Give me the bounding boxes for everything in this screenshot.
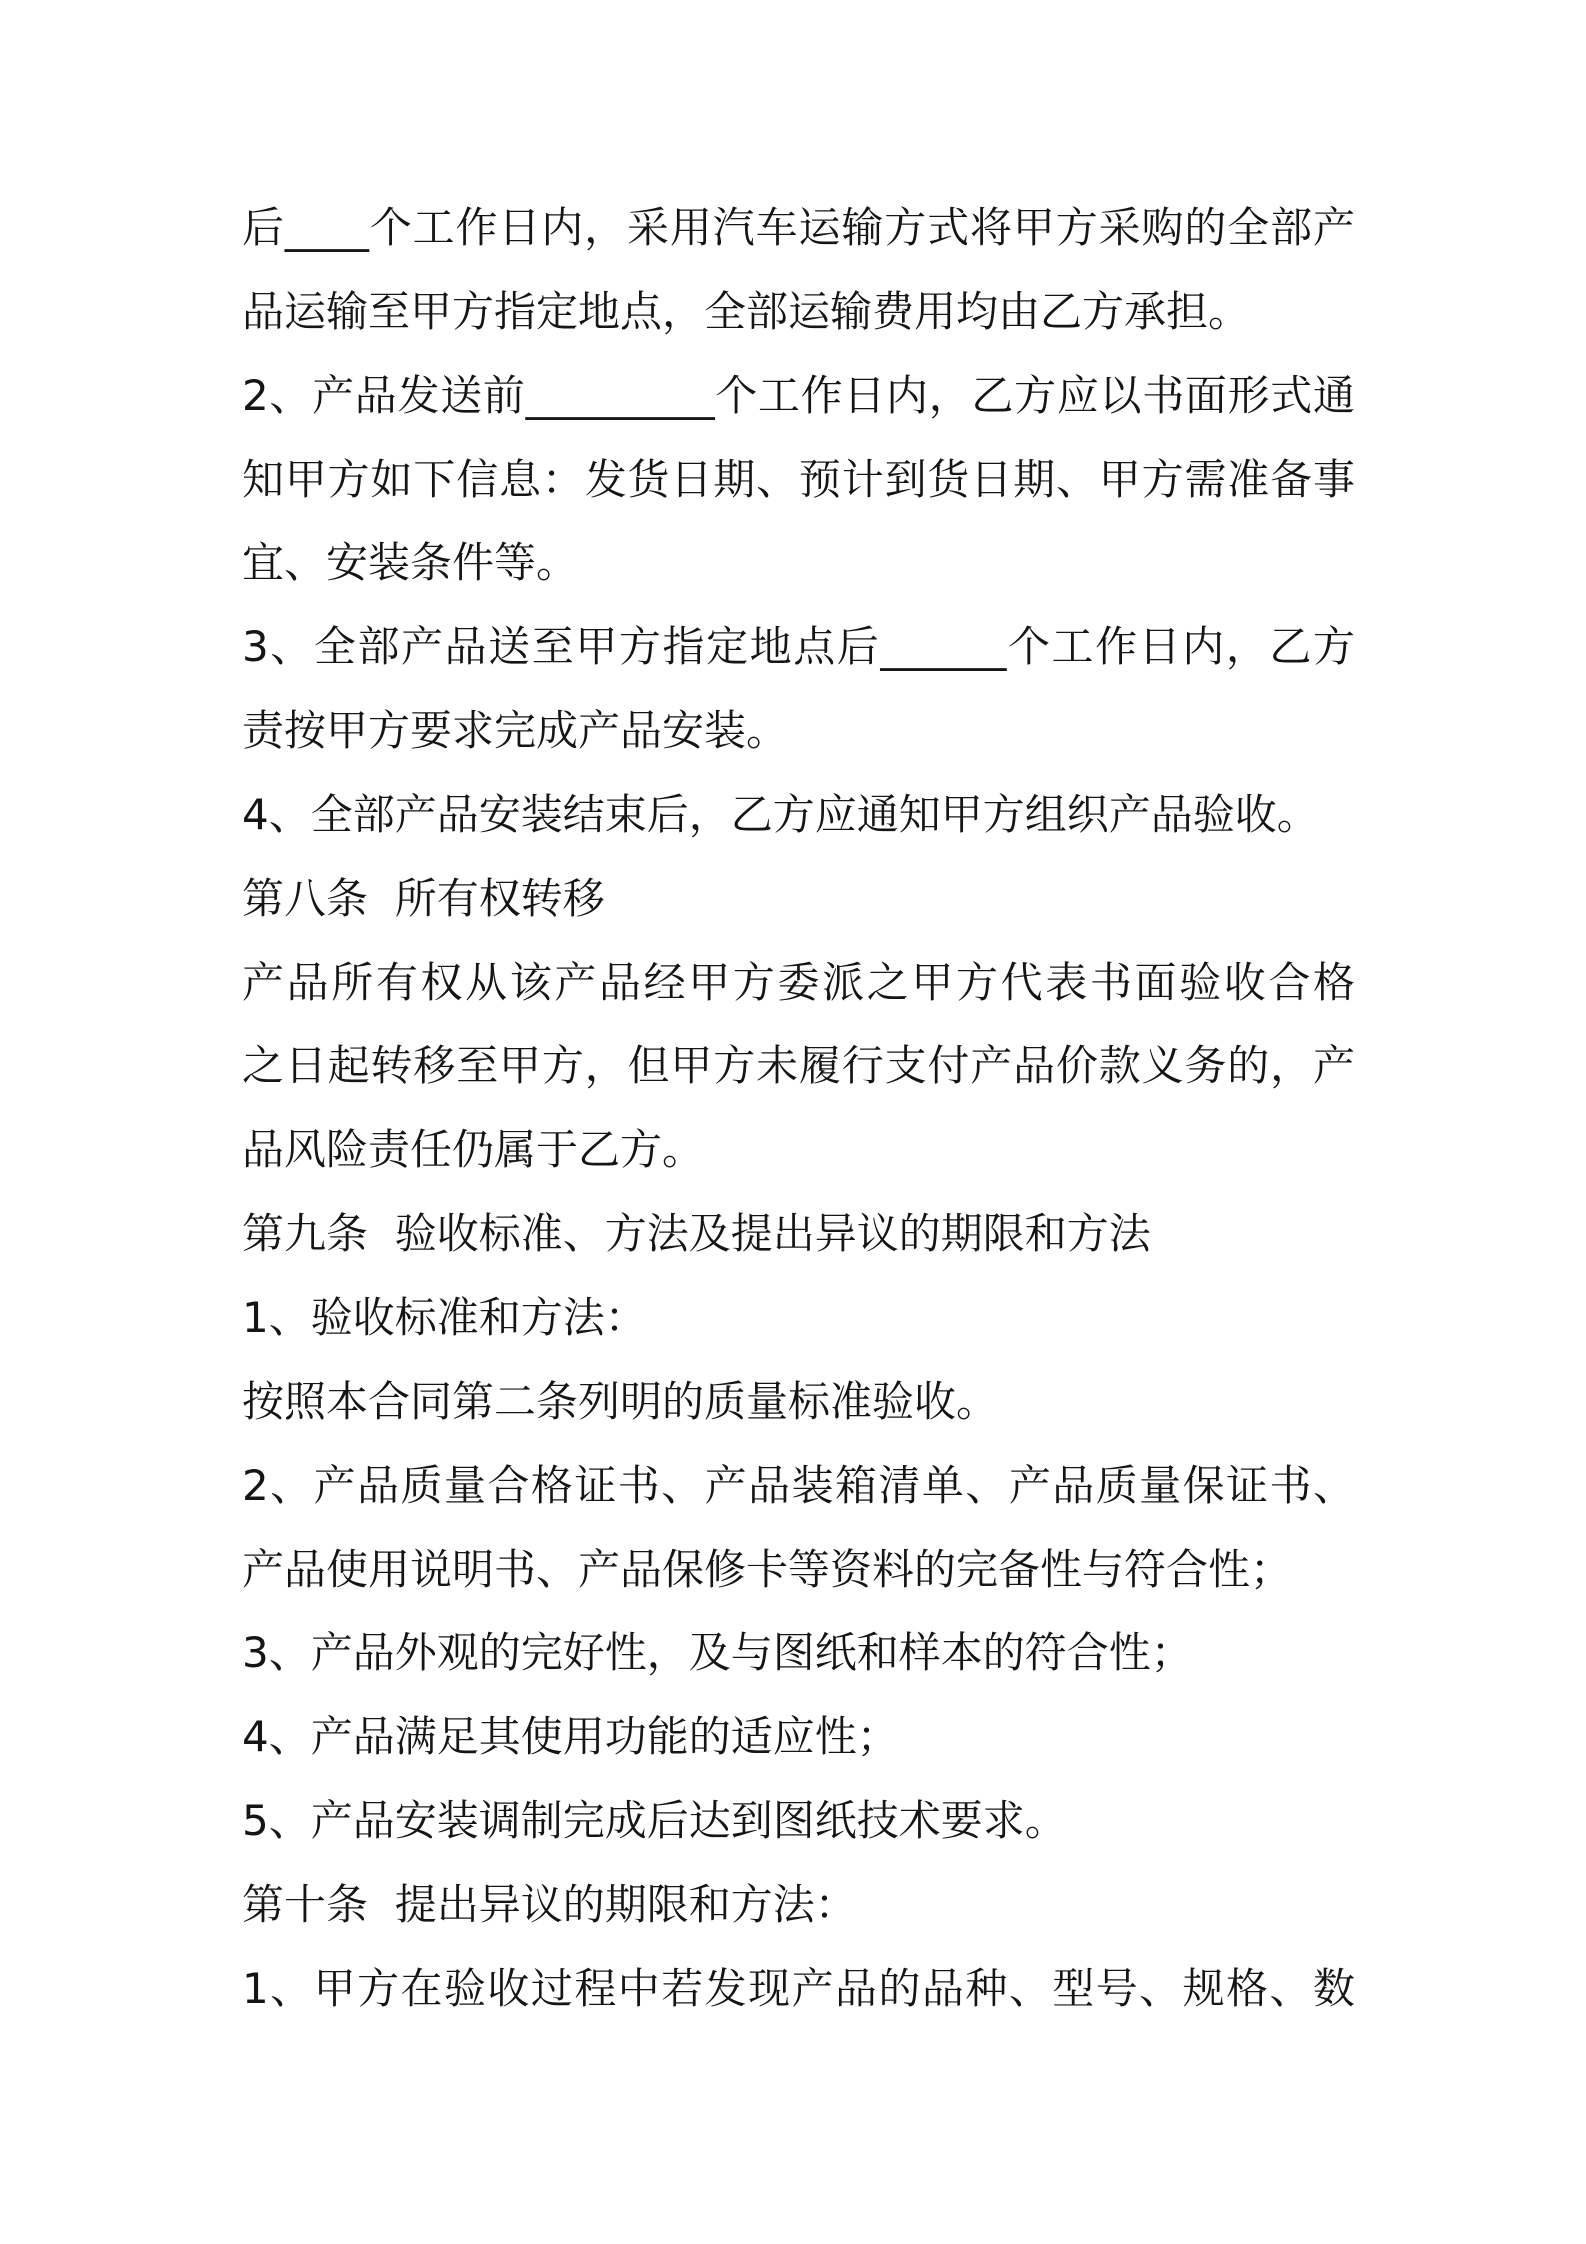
- paragraph-line: 宜、安装条件等。: [242, 538, 579, 588]
- paragraph-line: 知甲方如下信息：发货日期、预计到货日期、甲方需准备事: [242, 454, 1355, 504]
- document-body: [242, 186, 1355, 2031]
- clause-heading: 第十条 提出异议的期限和方法：: [242, 1879, 857, 1929]
- clause-heading: 第八条 所有权转移: [242, 873, 605, 923]
- list-item-line: 3、全部产品送至甲方指定地点后______个工作日内，乙方: [242, 622, 1355, 672]
- paragraph-line: 品运输至甲方指定地点，全部运输费用均由乙方承担。: [242, 286, 1251, 336]
- list-item-line: 3、产品外观的完好性，及与图纸和样本的符合性；: [242, 1628, 1193, 1678]
- list-item-line: 1、验收标准和方法：: [242, 1292, 647, 1342]
- clause-heading: 第九条 验收标准、方法及提出异议的期限和方法: [242, 1209, 1151, 1259]
- paragraph-line: 产品所有权从该产品经甲方委派之甲方代表书面验收合格: [242, 957, 1355, 1007]
- paragraph-line: 品风险责任仍属于乙方。: [242, 1125, 705, 1175]
- list-item-line: 4、全部产品安装结束后，乙方应通知甲方组织产品验收。: [242, 789, 1319, 839]
- paragraph-line: 之日起转移至甲方，但甲方未履行支付产品价款义务的，产: [242, 1041, 1355, 1091]
- paragraph-line: 后____个工作日内，采用汽车运输方式将甲方采购的全部产: [242, 203, 1355, 252]
- list-item-line: 2、产品发送前_________个工作日内，乙方应以书面形式通: [242, 370, 1355, 420]
- paragraph-line: 产品使用说明书、产品保修卡等资料的完备性与符合性；: [242, 1544, 1293, 1594]
- list-item-line: 1、甲方在验收过程中若发现产品的品种、型号、规格、数: [242, 1963, 1355, 2013]
- list-item-line: 5、产品安装调制完成后达到图纸技术要求。: [242, 1796, 1067, 1846]
- list-item-line: 4、产品满足其使用功能的适应性；: [242, 1712, 899, 1762]
- paragraph-line: 按照本合同第二条列明的质量标准验收。: [242, 1376, 999, 1426]
- list-item-line: 2、产品质量合格证书、产品装箱清单、产品质量保证书、: [242, 1460, 1355, 1510]
- paragraph-line: 责按甲方要求完成产品安装。: [242, 706, 789, 756]
